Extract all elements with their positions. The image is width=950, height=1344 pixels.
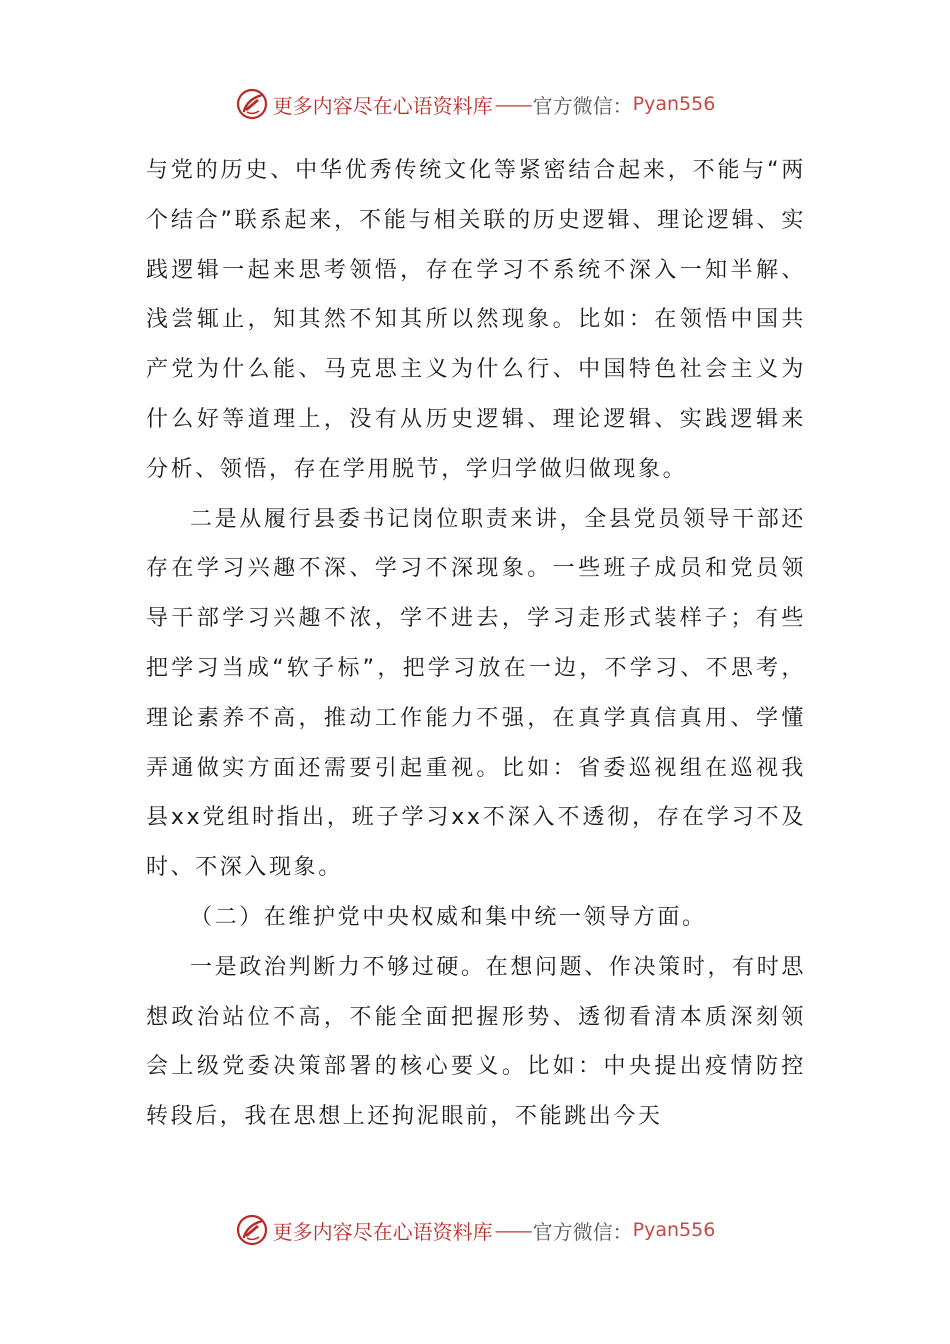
watermark-wechat-id: Pyan556: [632, 93, 716, 115]
watermark-dash: ——: [494, 92, 531, 116]
paragraph-3: 一是政治判断力不够过硬。在想问题、作决策时，有时思想政治站位不高，不能全面把握形势、透彻看清本质深刻领会上级党委决策部署的核心要义。比如：中央提出疫情防控转段后，我在思想上还拘泥眼前，不能跳出今天: [146, 954, 806, 1130]
header-watermark: [0, 82, 950, 126]
footer-watermark: [0, 1208, 950, 1252]
watermark-wechat-label: 官方微信：: [532, 93, 633, 118]
paragraph-1: 与党的历史、中华优秀传统文化等紧密结合起来，不能与“两个结合”联系起来，不能与相关联的历史逻辑、理论逻辑、实践逻辑一起来思考领悟，存在学习不系统不深入一知半解、浅尝辄止，知其然不知其所以然现象。比如：在领悟中国共产党为什么能、马克思主义为什么行、中国特色社会主义为什么好等道理上，没有从历史逻辑、理论逻辑、实践逻辑来分析、领悟，存在学用脱节，学归学做归做现象。: [146, 158, 806, 482]
pen-swirl-logo-icon: [235, 1213, 269, 1247]
pen-swirl-logo-icon: [235, 87, 269, 121]
document-body: [146, 146, 806, 1142]
watermark-site-text: 更多内容尽在心语资料库: [272, 93, 493, 118]
section-heading: （二）在维护党中央权威和集中统一领导方面。: [190, 904, 707, 930]
watermark-wechat-id: Pyan556: [632, 1219, 716, 1241]
watermark-wechat-label: 官方微信：: [532, 1219, 633, 1244]
watermark-dash: ——: [494, 1218, 531, 1242]
watermark-site-text: 更多内容尽在心语资料库: [272, 1219, 493, 1244]
paragraph-2: 二是从履行县委书记岗位职责来讲，全县党员领导干部还存在学习兴趣不深、学习不深现象。一些班子成员和党员领导干部学习兴趣不浓，学不进去，学习走形式装样子；有些把学习当成“软子标”，把学习放在一边，不学习、不思考，理论素养不高，推动工作能力不强，在真学真信真用、学懂弄通做实方面还需要引起重视。比如：省委巡视组在巡视我县xx党组时指出，班子学习xx不深入不透彻，存在学习不及时、不深入现象。: [146, 506, 806, 881]
